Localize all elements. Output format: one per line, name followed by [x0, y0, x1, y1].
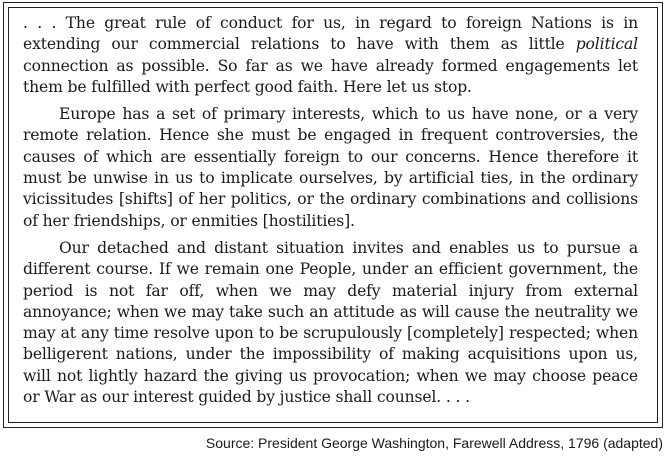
paragraph-1 — [23, 13, 638, 98]
source-citation: Source: President George Washington, Farewell Address, 1796 (adapted) — [205, 435, 663, 451]
paragraph-1-emphasis: political — [575, 35, 638, 54]
paragraph-1-text-a: . . . The great rule of conduct for us, in regard to foreign Nations is in extending our commercial relations to have with them as little — [23, 14, 638, 54]
paragraph-1-text-b: connection as possible. So far as we have already formed engagements let them be fulfilled with perfect good faith. Here let us stop. — [23, 56, 638, 96]
paragraph-3: Our detached and distant situation invites and enables us to pursue a different course. If we remain one People, under an efficient government, the period is not far off, when we may defy material injury from external annoyance; when we may take such an attitude as will cause the neutrality we may at any time resolve upon to be scrupulously [completely] respected; when belligerent nations, under the impossibility of making acquisitions upon us, will not lightly hazard the giving us provocation; when we may choose peace or War as our interest guided by justice shall counsel. . . . — [23, 238, 638, 407]
paragraph-2: Europe has a set of primary interests, which to us have none, or a very remote relation. Hence she must be engaged in frequent controversies, the causes of which are essentially foreign to our concerns. Hence therefore it must be unwise in us to implicate ourselves, by artificial ties, in the ordinary vicissitudes [shifts] of her politics, or the ordinary combinations and collisions of her friendships, or enmities [hostilities]. — [23, 105, 638, 230]
excerpt-text — [23, 13, 638, 408]
